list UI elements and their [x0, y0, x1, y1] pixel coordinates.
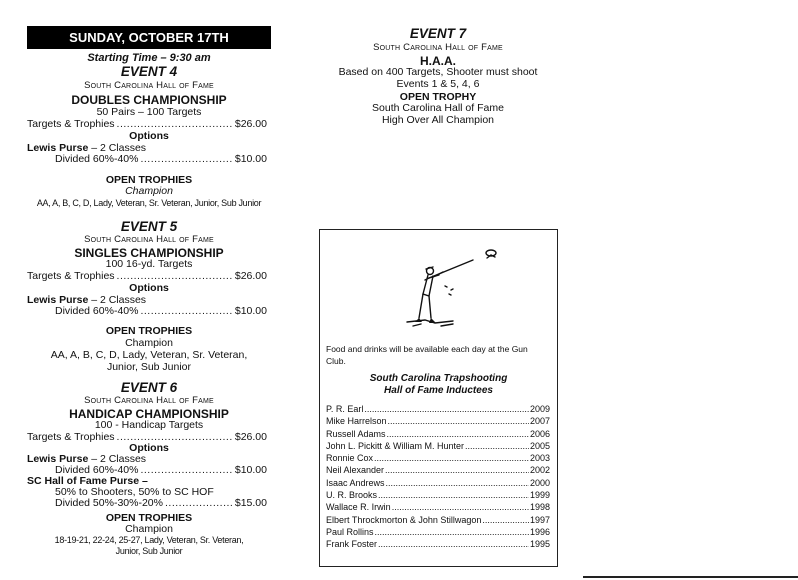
- event-title: EVENT 6: [120, 380, 178, 395]
- hof-purse-line: SC Hall of Fame Purse –: [27, 475, 148, 487]
- hof-split: 50% to Shooters, 50% to SC HOF: [55, 486, 214, 498]
- fee-row: Targets & Trophies ..... $26.00: [27, 270, 267, 282]
- event-org: South Carolina Hall of Fame: [84, 395, 214, 406]
- food-note: Food and drinks will be available each day at the Gun Club.: [326, 344, 528, 366]
- trophies-heading: OPEN TROPHIES: [105, 174, 193, 186]
- event-detail: 100 - Handicap Targets: [94, 419, 204, 431]
- list-item: Frank Foster ..... 1995: [326, 539, 550, 551]
- trophies-classes: AA, A, B, C, D, Lady, Veteran, Sr. Veteran, Junior, Sub Junior: [36, 198, 262, 208]
- event-name: H.A.A.: [420, 54, 456, 68]
- trophies-line: Junior, Sub Junior: [106, 361, 192, 373]
- event-name: SINGLES CHAMPIONSHIP: [74, 246, 224, 260]
- purse-line: Lewis Purse – 2 Classes: [27, 294, 147, 306]
- trapshooter-illustration: [395, 244, 505, 336]
- inductees-title: South Carolina Trapshooting Hall of Fame Inductees: [369, 373, 508, 396]
- hof-fee-row: Divided 50%-30%-20% ..... $15.00: [55, 497, 267, 509]
- info-box: [319, 229, 558, 567]
- inductees-list: [326, 404, 550, 552]
- event-detail: Events 1 & 5, 4, 6: [396, 78, 480, 90]
- trophies-sub: Champion: [125, 523, 173, 535]
- trophies-sub: Champion: [125, 337, 173, 349]
- page-edge-rule: [583, 576, 798, 578]
- event-title: EVENT 4: [120, 64, 178, 79]
- purse-fee-row: Divided 60%-40% ..... $10.00: [55, 305, 267, 317]
- purse-line: Lewis Purse – 2 Classes: [27, 453, 147, 465]
- trophy-line: High Over All Champion: [381, 114, 495, 126]
- trophies-line: 18-19-21, 22-24, 25-27, Lady, Veteran, Sr. Veteran,: [54, 535, 244, 545]
- event-org: South Carolina Hall of Fame: [84, 234, 214, 245]
- list-item: Neil Alexander ..... 2002: [326, 465, 550, 477]
- options-heading: Options: [129, 442, 169, 454]
- list-item: Elbert Throckmorton & John Stillwagon ..... 1997: [326, 515, 550, 527]
- purse-fee-row: Divided 60%-40% ..... $10.00: [55, 464, 267, 476]
- event-org: South Carolina Hall of Fame: [84, 80, 214, 91]
- list-item: Ronnie Cox ..... 2003: [326, 453, 550, 465]
- starting-time: Starting Time – 9:30 am: [87, 52, 211, 64]
- event-name: DOUBLES CHAMPIONSHIP: [71, 93, 227, 107]
- trophy-heading: OPEN TROPHY: [399, 91, 477, 103]
- event-detail: 50 Pairs – 100 Targets: [96, 106, 202, 118]
- list-item: Mike Harrelson ..... 2007: [326, 416, 550, 428]
- event-title: EVENT 7: [409, 26, 467, 41]
- trophies-heading: OPEN TROPHIES: [105, 512, 193, 524]
- event-name: HANDICAP CHAMPIONSHIP: [69, 407, 229, 421]
- list-item: Russell Adams ..... 2006: [326, 429, 550, 441]
- options-heading: Options: [129, 130, 169, 142]
- list-item: Paul Rollins ..... 1996: [326, 527, 550, 539]
- list-item: U. R. Brooks ..... 1999: [326, 490, 550, 502]
- list-item: P. R. Earl ..... 2009: [326, 404, 550, 416]
- event-org: South Carolina Hall of Fame: [373, 42, 503, 53]
- day-banner: SUNDAY, OCTOBER 17TH: [27, 26, 271, 49]
- trophy-line: South Carolina Hall of Fame: [372, 102, 504, 114]
- fee-row: Targets & Trophies ..... $26.00: [27, 431, 267, 443]
- trophies-line: AA, A, B, C, D, Lady, Veteran, Sr. Veteran,: [50, 349, 248, 361]
- list-item: John L. Pickitt & William M. Hunter ..... 2005: [326, 441, 550, 453]
- event-detail: Based on 400 Targets, Shooter must shoot: [338, 66, 538, 78]
- fee-row: Targets & Trophies ..... $26.00: [27, 118, 267, 130]
- options-heading: Options: [129, 282, 169, 294]
- trophies-sub: Champion: [125, 185, 173, 197]
- trophies-heading: OPEN TROPHIES: [105, 325, 193, 337]
- trophies-line: Junior, Sub Junior: [115, 546, 183, 556]
- event-detail: 100 16-yd. Targets: [105, 258, 193, 270]
- list-item: Isaac Andrews ..... 2000: [326, 478, 550, 490]
- purse-fee-row: Divided 60%-40% ..... $10.00: [55, 153, 267, 165]
- event-title: EVENT 5: [120, 219, 178, 234]
- list-item: Wallace R. Irwin ..... 1998: [326, 502, 550, 514]
- purse-line: Lewis Purse – 2 Classes: [27, 142, 147, 154]
